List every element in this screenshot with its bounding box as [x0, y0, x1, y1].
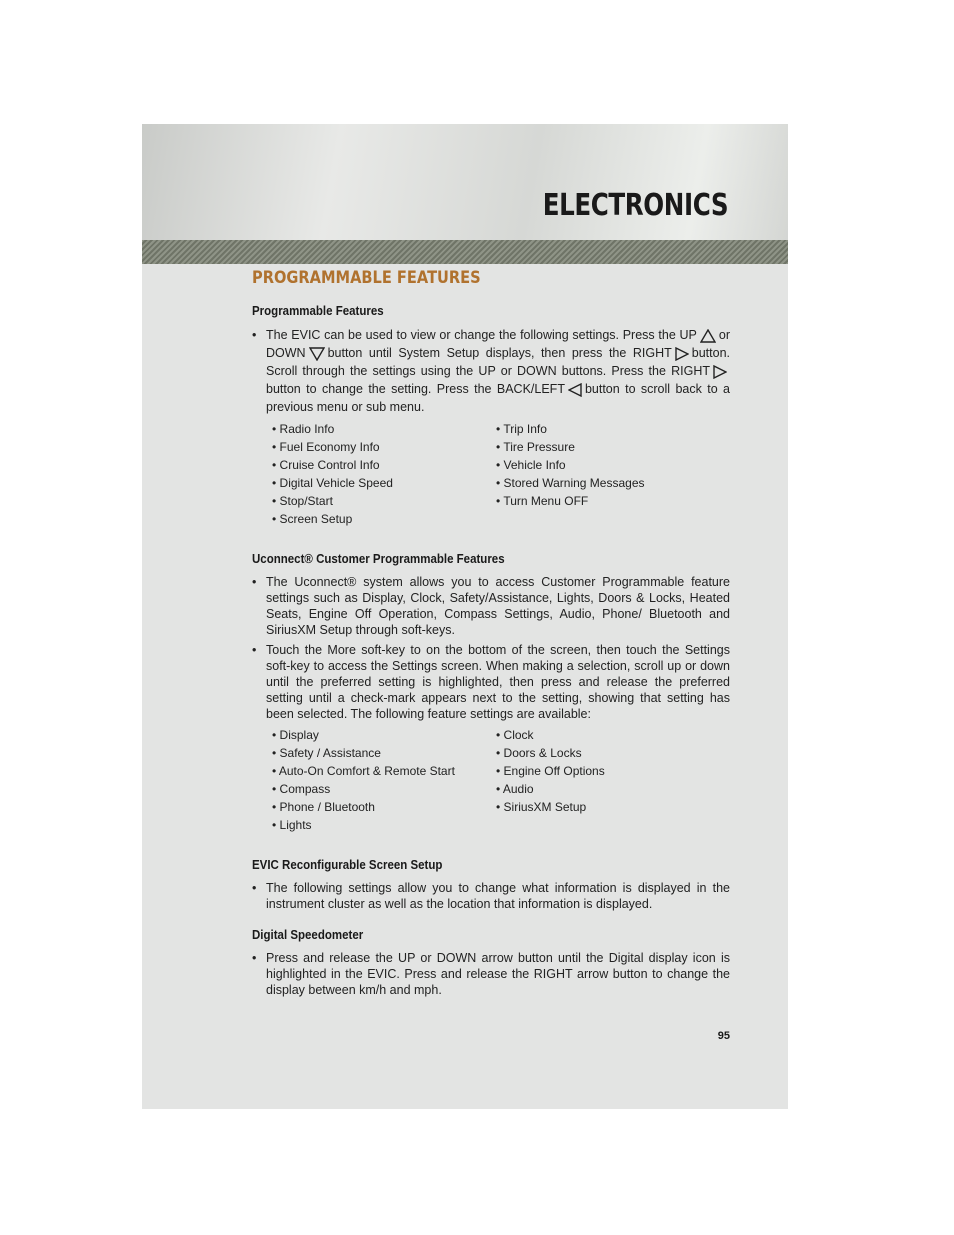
list-item: • Compass	[272, 782, 331, 796]
heading-digital-speedometer: Digital Speedometer	[252, 928, 364, 942]
list-item: • Lights	[272, 818, 312, 832]
triangle-left-icon	[568, 383, 582, 397]
list-item: • SiriusXM Setup	[496, 800, 587, 814]
triangle-right-icon	[713, 365, 727, 379]
manual-page	[142, 124, 788, 1109]
list-item: • Phone / Bluetooth	[272, 800, 375, 814]
heading-evic-screen-setup: EVIC Reconfigurable Screen Setup	[252, 858, 443, 872]
programmable-features-list	[252, 420, 730, 528]
triangle-down-icon	[309, 347, 325, 361]
list-item: • Doors & Locks	[496, 746, 582, 760]
triangle-up-icon	[700, 329, 716, 343]
list-column-right	[496, 420, 720, 528]
paragraph-uconnect-settings: • Touch the More soft-key to on the bottom of the screen, then touch the Settings soft-key to access the Settings screen. When making a selection, scroll up or down until the preferred setting is highlighted, then press and release the preferred setting until a check-mark appears next to the setting, showing that setting has been selected. The following feature settings are available:	[252, 643, 730, 721]
text-fragment: button until System Setup displays, then press the RIGHT	[327, 346, 672, 360]
list-item: • Display	[272, 728, 319, 742]
text-fragment: The following settings allow you to change what information is displayed in the instrument cluster as well as the location that information is displayed.	[266, 881, 730, 911]
list-item: • Vehicle Info	[496, 458, 566, 472]
list-item: • Auto-On Comfort & Remote Start	[272, 764, 455, 778]
list-item: • Stored Warning Messages	[496, 476, 645, 490]
list-item: • Engine Off Options	[496, 764, 605, 778]
list-item: • Audio	[496, 782, 534, 796]
list-item: • Screen Setup	[272, 512, 353, 526]
text-fragment: The EVIC can be used to view or change the following settings. Press the UP	[266, 328, 697, 342]
text-fragment: The Uconnect® system allows you to access Customer Programmable feature settings such as Display, Clock, Safety/Assistance, Lights, Doors & Locks, Heated Seats, Engine Off Operation, Compass Settings, Audio, Phone/ Bluetooth and SiriusXM Setup through soft-keys.	[266, 575, 730, 637]
header-stripe	[142, 240, 788, 264]
text-fragment: or DOWN	[266, 328, 730, 360]
paragraph-evic-screen-setup: • The following settings allow you to change what information is displayed in the instrument cluster as well as the location that information is displayed.	[252, 881, 730, 911]
text-fragment: Touch the More soft-key to on the bottom of the screen, then touch the Settings soft-key to access the Settings screen. When making a selection, scroll up or down until the preferred setting is highlighted, then press and release the preferred setting until a check-mark appears next to the setting, showing that setting has been selected. The following feature settings are available:	[266, 643, 730, 721]
paragraph-evic-settings: • The EVIC can be used to view or change the following settings. Press the UP or DOWN button until System Setup displays, then press the RIGHT button. Scroll through the settings using the UP or DOWN buttons. Press the RIGHTbutton to change the setting. Press the BACK/LEFT button to scroll back to a previous menu or sub menu.	[252, 328, 730, 414]
list-column-left	[272, 726, 496, 834]
heading-uconnect-features: Uconnect® Customer Programmable Features	[252, 552, 505, 566]
triangle-right-icon	[675, 347, 689, 361]
list-column-left	[272, 420, 496, 528]
paragraph-uconnect-intro: • The Uconnect® system allows you to access Customer Programmable feature settings such as Display, Clock, Safety/Assistance, Lights, Doors & Locks, Heated Seats, Engine Off Operation, Compass Settings, Audio, Phone/ Bluetooth and SiriusXM Setup through soft-keys.	[252, 575, 730, 637]
list-item: • Trip Info	[496, 422, 547, 436]
section-title: PROGRAMMABLE FEATURES	[252, 268, 481, 288]
paragraph-digital-speedometer: • Press and release the UP or DOWN arrow button until the Digital display icon is highlighted in the EVIC. Press and release the RIGHT arrow button to change the display between km/h and mph.	[252, 951, 730, 997]
list-item: • Radio Info	[272, 422, 335, 436]
list-item: • Tire Pressure	[496, 440, 575, 454]
text-fragment: Press and release the UP or DOWN arrow button until the Digital display icon is highlighted in the EVIC. Press and release the RIGHT arrow button to change the display between km/h and mph.	[266, 951, 730, 997]
list-item: • Turn Menu OFF	[496, 494, 589, 508]
header-banner	[142, 124, 788, 240]
list-item: • Fuel Economy Info	[272, 440, 380, 454]
list-item: • Digital Vehicle Speed	[272, 476, 393, 490]
list-item: • Safety / Assistance	[272, 746, 381, 760]
list-item: • Cruise Control Info	[272, 458, 380, 472]
text-fragment: button to change the setting. Press the BACK/LEFT	[266, 382, 565, 396]
list-item: • Clock	[496, 728, 534, 742]
heading-programmable-features: Programmable Features	[252, 304, 384, 318]
page-content	[252, 264, 730, 998]
page-number: 95	[717, 1030, 730, 1042]
chapter-title: ELECTRONICS	[542, 188, 728, 223]
list-column-right	[496, 726, 720, 834]
uconnect-features-list	[252, 726, 730, 834]
text-fragment: button to scroll back to a previous menu or sub menu.	[266, 382, 730, 414]
text-fragment: button. Scroll through the settings using the UP or DOWN buttons. Press the RIGHT	[266, 346, 730, 378]
list-item: • Stop/Start	[272, 494, 333, 508]
